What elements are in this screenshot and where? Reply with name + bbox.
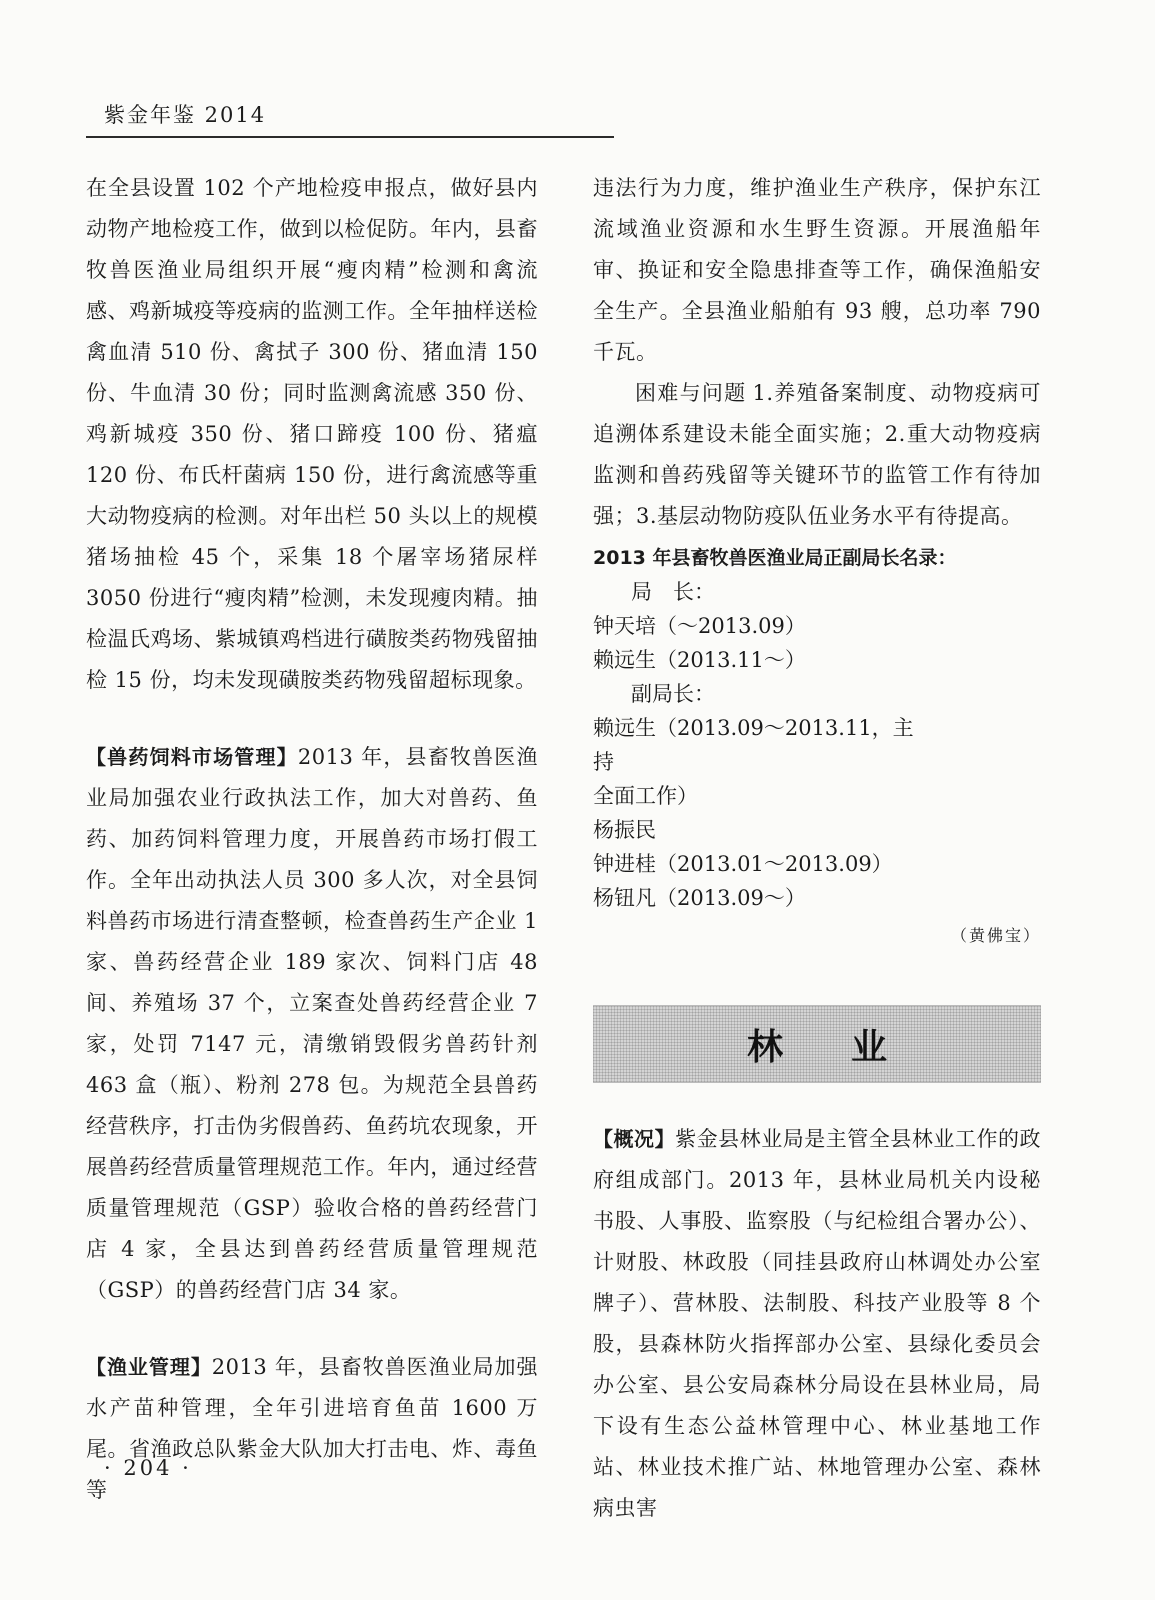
role-label: 副局长：	[631, 682, 715, 706]
lead-phrase: 困难与问题	[635, 381, 747, 405]
left-column	[86, 168, 538, 1511]
right-column	[593, 168, 1041, 1529]
paragraph-fishery-cont: 违法行为力度，维护渔业生产秩序，保护东江流域渔业资源和水生野生资源。开展渔船年审、换证和安全隐患排查等工作，确保渔船安全生产。全县渔业船舶有 93 艘，总功率 790 千瓦。	[593, 176, 1041, 364]
section-body: 紫金县林业局是主管全县林业工作的政府组成部门。2013 年，县林业局机关内设秘书股、人事股、监察股（与纪检组合署办公）、计财股、林政股（同挂县政府山林调处办公室牌子）、营林股、法制股、科技产业股等 8 个股，县森林防火指挥部办公室、县绿化委员会办公室、县公安局森林分局设在县林业局，局下设有生态公益林管理中心、林业基地工作站、林业技术推广站、林地管理办公室、森林病虫害	[593, 1127, 1042, 1520]
running-header: 紫金年鉴 2014	[104, 103, 267, 127]
leaders-list-title: 2013 年县畜牧兽医渔业局正副局长名录：	[593, 547, 957, 569]
leader-note: 全面工作）	[593, 784, 698, 808]
deputy-entry	[593, 677, 1041, 779]
leader-name: 杨振民	[593, 818, 656, 842]
leader-name: 钟天培（～2013.09）	[593, 614, 806, 638]
paragraph-quarantine: 在全县设置 102 个产地检疫申报点，做好县内动物产地检疫工作，做到以检促防。年内，县畜牧兽医渔业局组织开展“瘦肉精”检测和禽流感、鸡新城疫等疫病的监测工作。全年抽样送检禽血清 510 份、禽拭子 300 份、猪血清 150 份、牛血清 30 份；同时监测禽流感 350 份、鸡新城疫 350 份、猪口蹄疫 100 份、猪瘟 120 份、布氏杆菌病 150 份，进行禽流感等重大动物疫病的检测。对年出栏 50 头以上的规模猪场抽检 45 个，采集 18 个屠宰场猪尿样 3050 份进行“瘦肉精”检测，未发现瘦肉精。抽检温氏鸡场、紫城镇鸡档进行磺胺类药物残留抽检 15 份，均未发现磺胺类药物残留超标现象。	[86, 176, 538, 692]
header-rule	[86, 136, 614, 138]
chapter-title: 林业	[746, 1026, 955, 1068]
leader-name: 钟进桂（2013.01～2013.09）	[593, 852, 893, 876]
chapter-banner	[593, 1005, 1041, 1083]
section-body: 2013 年，县畜牧兽医渔业局加强农业行政执法工作，加大对兽药、鱼药、加药饲料管理力度，开展兽药市场打假工作。全年出动执法人员 300 多人次，对全县饲料兽药市场进行清查整顿，检查兽药生产企业 1 家、兽药经营企业 189 家次、饲料门店 48 间、养殖场 37 个，立案查处兽药经营企业 7 家，处罚 7147 元，清缴销毁假劣兽药针剂 463 盒（瓶）、粉剂 278 包。为规范全县兽药经营秩序，打击伪劣假兽药、鱼药坑农现象，开展兽药经营质量管理规范工作。年内，通过经营质量管理规范（GSP）验收合格的兽药经营门店 4 家，全县达到兽药经营质量管理规范（GSP）的兽药经营门店 34 家。	[86, 745, 538, 1302]
leader-name: 赖远生（2013.09～2013.11，主持	[593, 716, 914, 774]
paragraph-problems	[593, 373, 1041, 537]
section-vet-market	[86, 737, 538, 1311]
problems-body: 1.养殖备案制度、动物疫病可追溯体系建设未能全面实施；2.重大动物疫病监测和兽药残留等关键环节的监管工作有待加强；3.基层动物防疫队伍业务水平有待提高。	[593, 381, 1042, 528]
section-fishery	[86, 1347, 538, 1511]
page-number: · 204 ·	[104, 1456, 192, 1480]
section-heading: 【概况】	[593, 1127, 676, 1151]
section-body: 2013 年，县畜牧兽医渔业局加强水产苗种管理，全年引进培育鱼苗 1600 万尾。省渔政总队紫金大队加大打击电、炸、毒鱼等	[86, 1355, 538, 1502]
author-credit: （黄佛宝）	[950, 926, 1041, 945]
role-label: 局 长：	[631, 580, 715, 604]
section-overview	[593, 1119, 1041, 1529]
leader-name: 赖远生（2013.11～）	[593, 648, 806, 672]
section-heading: 【渔业管理】	[86, 1355, 212, 1379]
leader-name: 杨钮凡（2013.09～）	[593, 886, 806, 910]
section-heading: 【兽药饲料市场管理】	[86, 745, 298, 769]
director-entry	[593, 575, 1041, 643]
